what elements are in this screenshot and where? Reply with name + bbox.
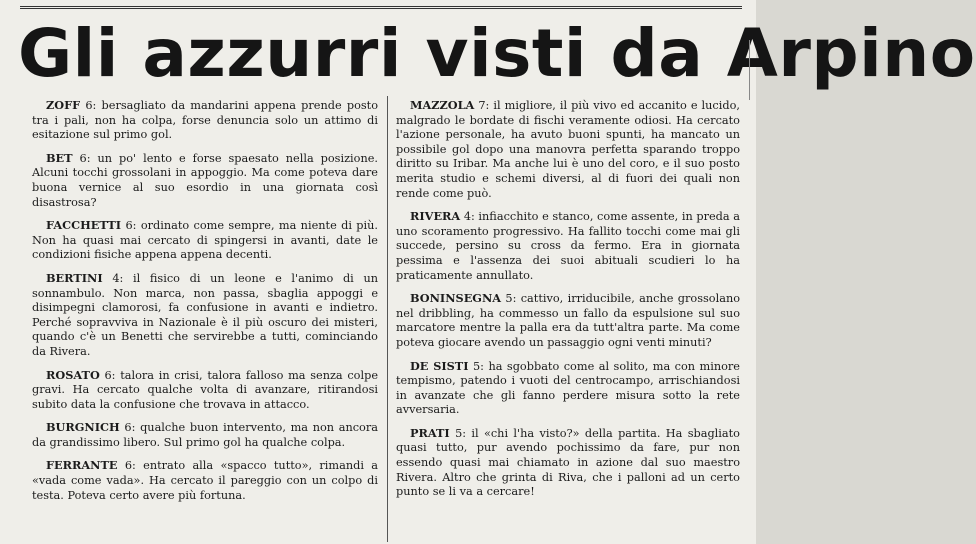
player-entry	[32, 151, 378, 210]
player-name: BERTINI	[46, 270, 103, 285]
player-entry	[32, 420, 378, 450]
player-grade: 5:	[505, 292, 517, 306]
player-entry	[32, 271, 378, 360]
player-comment: il fisico di un leone e l'animo di un sonnambulo. Non marca, non passa, sbaglia appoggi e disimpegni clamorosi, fa confusione in avanti e indietro. Perché sopravviva in Nazionale è il più oscuro dei misteri, quando c'è un Benetti che servirebbe a tutti, cominciando da Rivera.	[32, 271, 379, 358]
player-grade: 4:	[112, 271, 124, 285]
player-grade: 6:	[124, 459, 136, 473]
player-comment: cattivo, irriducibile, anche grossolano nel dribbling, ha commesso un fallo da espulsione sul suo marcatore mentre la palla era da tutt'altra parte. Ma come poteva giocare avendo un passaggio ogni venti minuti?	[396, 292, 741, 349]
player-entry	[396, 426, 740, 500]
player-name: RIVERA	[410, 209, 461, 224]
player-entry	[32, 218, 378, 263]
player-entry	[32, 458, 378, 503]
player-comment: entrato alla «spacco tutto», rimandi a «vada come vada». Ha cercato il pareggio con un colpo di testa. Poteva certo avere più fortuna.	[32, 459, 379, 502]
player-comment: ordinato come sempre, ma niente di più. Non ha quasi mai cercato di spingersi in avanti, date le condizioni fisiche appena appena decenti.	[32, 219, 379, 262]
player-grade: 6:	[79, 151, 91, 165]
player-grade: 4:	[463, 210, 475, 224]
top-rule	[20, 6, 742, 9]
left-column	[32, 98, 378, 511]
player-grade: 6:	[125, 219, 137, 233]
player-comment: ha sgobbato come al solito, ma con minore tempismo, patendo i vuoti del centrocampo, arrischiandosi in avanzate che gli fanno perdere misura sotto la rete avversaria.	[396, 359, 740, 417]
player-comment: il migliore, il più vivo ed accanito e lucido, malgrado le bordate di fischi veramente odiosi. Ha cercato l'azione personale, ha avuto buoni spunti, ha mancato un possibile gol dopo una manovra perfetta sparando troppo diritto su Iribar. Ma anche lui è uno del coro, e il suo posto merita studio e schemi diversi, al di fuori dei quali non rende come può.	[396, 99, 740, 200]
player-grade: 7:	[478, 99, 490, 112]
player-comment: il «chi l'ha visto?» della partita. Ha sbagliato quasi tutto, pur avendo pochissimo da fare, pur non essendo quasi mai chiamato in azione dal suo maestro Rivera. Altro che grinta di Riva, che i palloni ad un certo punto se li va a cercare!	[396, 426, 740, 499]
player-name: BURGNICH	[46, 420, 120, 435]
player-grade: 6:	[124, 421, 136, 435]
player-entry	[396, 98, 740, 201]
player-name: ROSATO	[46, 367, 100, 382]
player-comment: talora in crisi, talora falloso ma senza colpe gravi. Ha cercato qualche volta di avanzare, ritirandosi subito data la confusione che trovava in attacco.	[32, 368, 379, 411]
page-edge-mark	[749, 40, 754, 100]
player-entry	[396, 291, 740, 350]
player-name: FACCHETTI	[46, 218, 122, 233]
player-comment: infiacchito e stanco, come assente, in preda a uno scoramento progressivo. Ha fallito tocchi come mai gli succede, persino su cross da fermo. Era in giornata pessima e l'assenza dei suoi abituali scudieri lo ha praticamente annullato.	[396, 210, 740, 282]
player-entry	[396, 359, 740, 418]
player-entry	[32, 98, 378, 143]
player-comment: un po' lento e forse spaesato nella posizione. Alcuni tocchi grossolani in appoggio. Ma come poteva dare buona vernice al suo esordio in una giornata così disastrosa?	[32, 151, 379, 209]
player-name: PRATI	[410, 425, 450, 440]
column-divider	[387, 96, 388, 542]
right-column	[396, 98, 740, 508]
player-entry	[32, 368, 378, 413]
player-comment: qualche buon intervento, ma non ancora da grandissimo libero. Sul primo gol ha qualche colpa.	[32, 421, 378, 449]
player-name: ZOFF	[46, 98, 81, 112]
headline: Gli azzurri visti da Arpino	[18, 15, 976, 92]
player-name: MAZZOLA	[410, 98, 475, 112]
player-grade: 5:	[455, 426, 467, 440]
player-name: DE SISTI	[410, 358, 469, 373]
player-entry	[396, 209, 740, 283]
player-comment: bersagliato da mandarini appena prende posto tra i pali, non ha colpa, forse denuncia solo un attimo di esitazione sul primo gol.	[32, 99, 379, 142]
player-name: BONINSEGNA	[410, 291, 502, 306]
player-grade: 6:	[104, 368, 116, 382]
player-name: BET	[46, 150, 73, 165]
player-name: FERRANTE	[46, 458, 118, 473]
player-grade: 6:	[85, 99, 97, 112]
player-grade: 5:	[472, 359, 484, 373]
